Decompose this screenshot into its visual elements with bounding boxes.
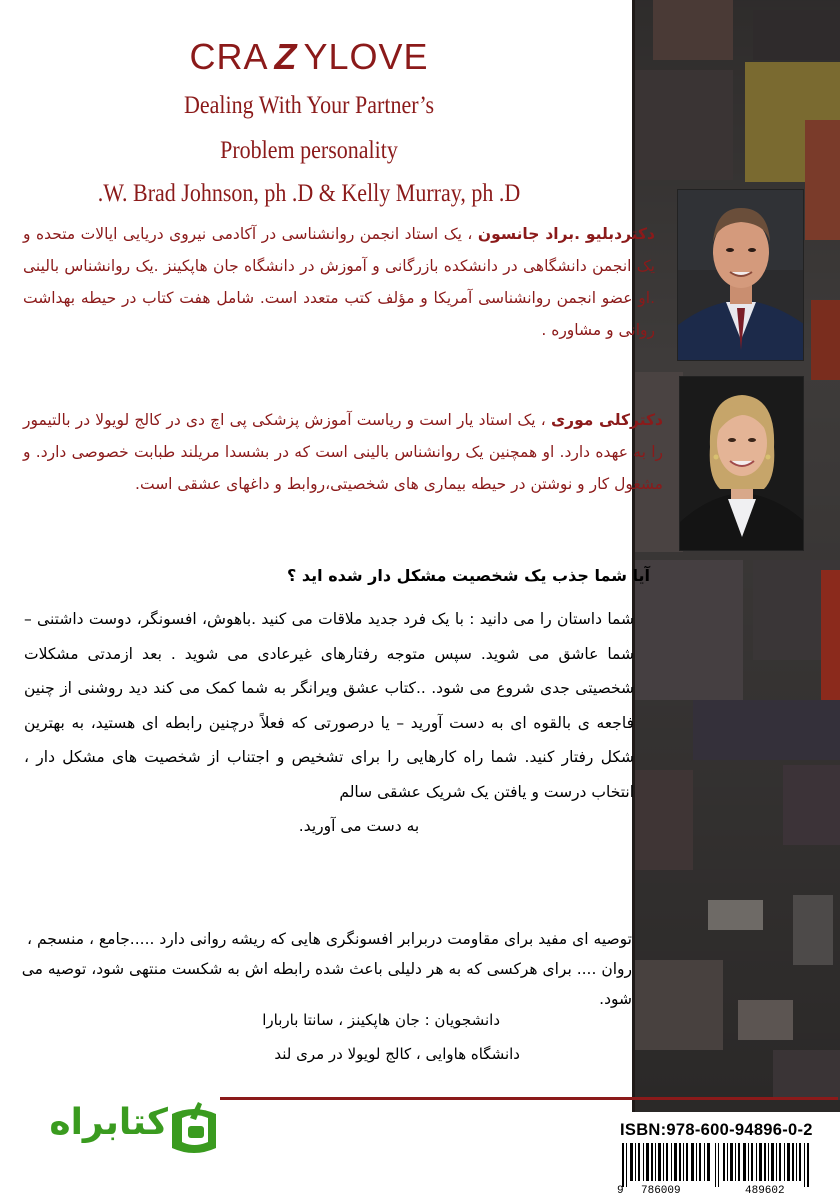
subtitle-line-1: Dealing With Your Partner’s [183, 92, 435, 119]
author-bio-murray-text: ، یک استاد یار است و ریاست آموزش پزشکی پی اچ دی در کالج لویولا در بالتیمور را به عهده دارد. او همچنین یک روانشناس بالینی است که در بشسدا مریلند طبابت خصوصی دارد. و مشغول کار و نوشتن در حیطه بیماری های شخصیتی،روابط و داغهای عشقی است. [23, 411, 663, 493]
barcode-digits-left: 786009 [641, 1185, 681, 1197]
question-heading: آیا شما جذب یک شخصیت مشکل دار شده اید ؟ [287, 566, 650, 585]
description-body [24, 602, 634, 844]
author-photo-johnson [677, 189, 804, 361]
book-title [0, 36, 618, 78]
recommendation-quote: توصیه ای مفید برای مقاومت دربرابر افسونگری هایی که ریشه روانی دارد .....جامع ، منسجم ، روان .... برای هرکسی که به هر دلیلی باعث شده رابطه اش به شکست منتهی شود، توصیه می شود. [21, 930, 632, 1008]
publisher-logo-text: کتابراه [49, 1102, 168, 1143]
quote-source-line-1: دانشجویان : جان هاپکینز ، سانتا باربارا [262, 1011, 500, 1029]
author-bio-murray [18, 404, 668, 554]
spine-divider [632, 0, 635, 1200]
barcode-digit-lead: 9 [617, 1185, 624, 1197]
description-paragraph: شما داستان را می دانید : با یک فرد جدید ملاقات می کنید .باهوش، افسونگر، دوست داشتنی – شما عاشق می شوید. سپس متوجه رفتارهای غیرعادی می شوید . بعد ازمدتی مشکلات شخصیتی جدی شروع می شود. ..کتاب عشق ویرانگر به شما کمک می کند دید روشنی از چنین فاجعه ی بالقوه ای به دست آورید – یا درصورتی که فعلاً درچنین رابطه ای هستید، به بهترین شکل رفتار کنید. شما راه کارهایی را برای تشخیص و اجتناب از شخصیت های مشکل دار ، انتخاب درست و یافتن یک شریک عشقی سالم [24, 610, 634, 801]
bottom-rule [220, 1097, 838, 1100]
author-bio-johnson-text: ، یک استاد انجمن روانشناسی در آکادمی نیروی دریایی ایالات متحده و یک انجمن دانشگاهی در دانشکده بازرگانی و آموزش در دانشگاه جان هاپکینز .یک روانشناس بالینی .او عضو انجمن روانشناسی آمریکا و مؤلف کتب متعدد است. شامل هفت کتاب در حیطه بهداشت روانی و مشاوره . [23, 225, 655, 339]
author-bio-johnson [18, 218, 663, 403]
isbn-number: ISBN:978-600-94896-0-2 [620, 1121, 813, 1139]
cover-artwork-strip [633, 0, 840, 1200]
author-name-johnson: دکتردبلیو .براد جانسون [477, 225, 656, 243]
quote-source-line-2: دانشگاه هاوایی ، کالج لویولا در مری لند [274, 1045, 520, 1063]
authors-english: .W. Brad Johnson, ph .D & Kelly Murray, ph .D [97, 180, 521, 207]
author-name-murray: دکترکلی موری [550, 411, 663, 429]
book-title-part1: CRA [189, 36, 269, 77]
barcode-bars [622, 1143, 822, 1187]
author-photo-murray [679, 376, 804, 551]
publisher-logo [18, 1092, 218, 1167]
book-title-z: Z [274, 36, 298, 77]
subtitle-line-2: Problem personality [220, 137, 398, 164]
description-last-line: به دست می آورید. [298, 817, 420, 835]
barcode-digits-right: 489602 [745, 1185, 785, 1197]
publisher-logo-icon [168, 1096, 220, 1162]
book-title-part2: YLOVE [303, 36, 429, 77]
